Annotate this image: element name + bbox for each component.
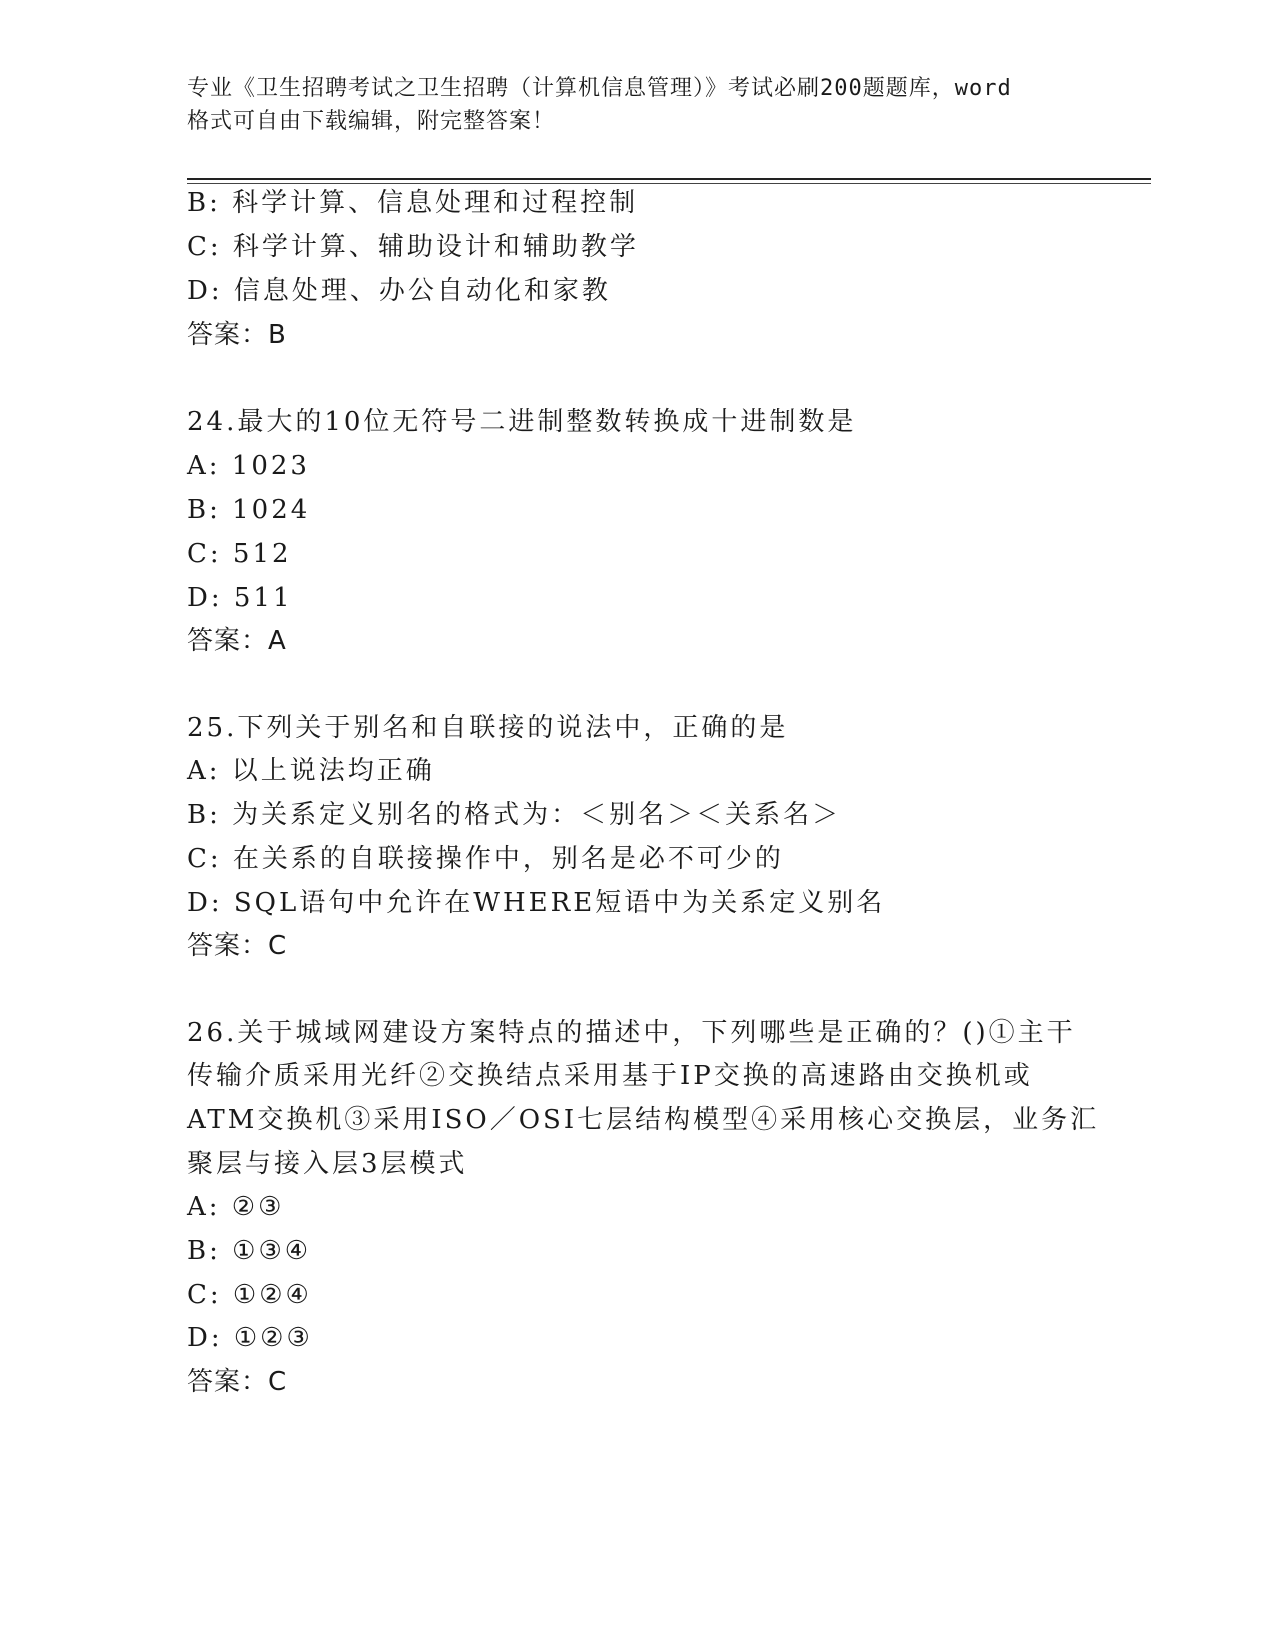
q23-option-c: C: 科学计算、辅助设计和辅助教学 [187, 232, 639, 262]
q24-question: 24.最大的10位无符号二进制整数转换成十进制数是 [187, 407, 857, 437]
q24-answer: 答案：A [187, 626, 287, 656]
header-divider-thin [187, 183, 1151, 184]
q26-question-line-1: 26.关于城域网建设方案特点的描述中，下列哪些是正确的？()①主干 [187, 1018, 1076, 1048]
q25-question: 25.下列关于别名和自联接的说法中，正确的是 [187, 713, 789, 743]
q26-question-line-2: 传输介质采用光纤②交换结点采用基于IP交换的高速路由交换机或 [187, 1061, 1033, 1091]
q26-option-c: C: ①②④ [187, 1280, 312, 1310]
q26-answer: 答案：C [187, 1367, 288, 1397]
q26-question-line-3: ATM交换机③采用ISO／OSI七层结构模型④采用核心交换层，业务汇 [187, 1105, 1100, 1135]
q25-option-d: D: SQL语句中允许在WHERE短语中为关系定义别名 [187, 888, 886, 918]
header-line-1: 专业《卫生招聘考试之卫生招聘（计算机信息管理）》考试必刷200题题库，word [187, 76, 1012, 101]
q26-option-a: A: ②③ [187, 1192, 285, 1222]
q26-option-d: D: ①②③ [187, 1323, 313, 1353]
q25-answer: 答案：C [187, 931, 288, 961]
q26-option-b: B: ①③④ [187, 1236, 312, 1266]
q23-answer: 答案：B [187, 320, 287, 350]
q25-option-c: C: 在关系的自联接操作中，别名是必不可少的 [187, 844, 784, 874]
q26-question-line-4: 聚层与接入层3层模式 [187, 1149, 468, 1179]
q23-option-d: D: 信息处理、办公自动化和家教 [187, 276, 611, 306]
q25-option-b: B: 为关系定义别名的格式为：＜别名＞＜关系名＞ [187, 800, 842, 830]
document-header [187, 72, 1087, 138]
header-divider-thick [187, 178, 1151, 180]
q24-option-c: C: 512 [187, 539, 292, 569]
q23-option-b: B: 科学计算、信息处理和过程控制 [187, 188, 639, 218]
q24-option-d: D: 511 [187, 583, 293, 613]
q24-option-b: B: 1024 [187, 495, 311, 525]
q24-option-a: A: 1023 [187, 451, 310, 481]
header-line-2: 格式可自由下载编辑，附完整答案！ [187, 109, 556, 134]
q25-option-a: A: 以上说法均正确 [187, 756, 435, 786]
